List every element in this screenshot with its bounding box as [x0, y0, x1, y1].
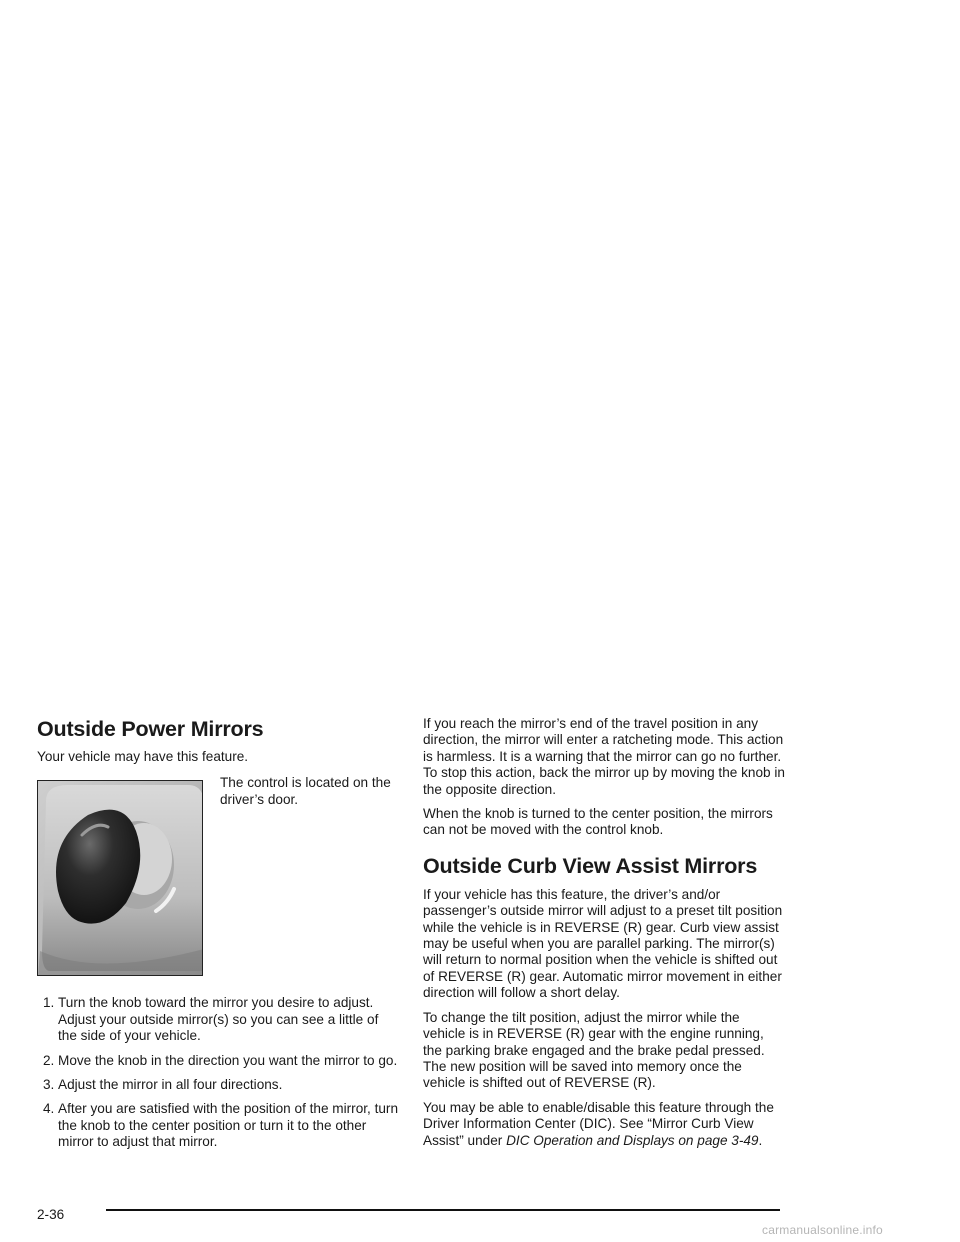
page-number: 2-36 [37, 1207, 65, 1222]
dic-text-end: . [758, 1132, 763, 1148]
section-heading-outside-power-mirrors: Outside Power Mirrors [37, 717, 264, 741]
watermark: carmanualsonline.info [762, 1223, 883, 1237]
list-item [37, 1053, 399, 1069]
center-position-paragraph: When the knob is turned to the center position, the mirrors can not be moved with the control knob. [423, 806, 773, 838]
step-number: 1. [43, 995, 55, 1011]
step-text: Adjust the mirror in all four directions. [58, 1077, 283, 1093]
step-number: 2. [43, 1052, 55, 1068]
list-item [37, 1101, 399, 1150]
figure-row [37, 775, 399, 995]
footer-rule [106, 1209, 780, 1211]
left-column [37, 716, 399, 1159]
list-item [37, 995, 399, 1044]
step-text: After you are satisfied with the position of the mirror, turn the knob to the center position or turn it to the other mirror to adjust that mirror. [58, 1101, 399, 1150]
steps-list [37, 995, 399, 1150]
dic-text: You may be able to enable/disable this feature through the Driver Information Center (DIC). See “Mirror Curb View Assist” under [423, 1099, 774, 1148]
intro-text: Your vehicle may have this feature. [37, 749, 249, 764]
step-number: 4. [43, 1101, 55, 1117]
mirror-control-knob-photo [37, 780, 203, 976]
step-text: Turn the knob toward the mirror you desire to adjust. Adjust your outside mirror(s) so you can see a little of the side of your vehicle. [58, 995, 379, 1044]
curb-view-paragraph: If your vehicle has this feature, the driver’s and/or passenger’s outside mirror will adjust to a preset tilt position while the vehicle is in REVERSE (R) gear. Curb view assist may be useful when you are parallel parking. The mirror(s) will return to normal position when the vehicle is shifted out of REVERSE (R) gear. Automatic mirror movement in either direction will follow a short delay. [423, 886, 783, 1001]
list-item [37, 1077, 399, 1093]
tilt-position-paragraph: To change the tilt position, adjust the mirror while the vehicle is in REVERSE (R) gear with the engine running, the parking brake engaged and the brake pedal pressed. The new position will be saved into memory once the vehicle is shifted out of REVERSE (R). [423, 1009, 765, 1091]
dic-reference-link[interactable]: DIC Operation and Displays on page 3-49 [506, 1132, 759, 1148]
step-text: Move the knob in the direction you want the mirror to go. [58, 1052, 398, 1068]
step-number: 3. [43, 1077, 55, 1093]
section-heading-curb-view-assist: Outside Curb View Assist Mirrors [423, 853, 758, 878]
dic-paragraph [423, 1100, 785, 1149]
right-column [423, 716, 785, 1157]
photo-caption: The control is located on the driver’s door. [220, 775, 391, 807]
ratcheting-paragraph: If you reach the mirror’s end of the travel position in any direction, the mirror will enter a ratcheting mode. This action is harmless. It is a warning that the mirror can go no further. To stop this action, back the mirror up by moving the knob in the opposite direction. [423, 716, 785, 797]
